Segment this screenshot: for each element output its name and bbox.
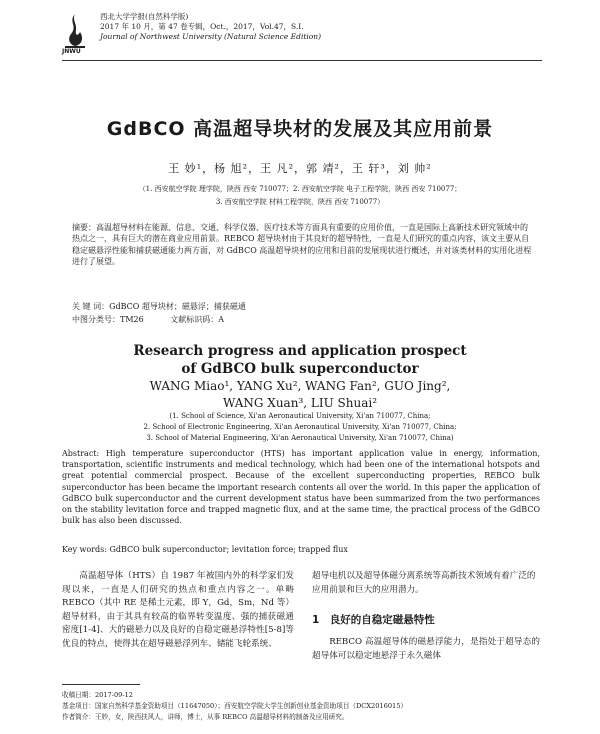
issue-line: 2017 年 10 月，第 47 卷专辑，Oct.，2017，Vol.47，S.I.: [100, 22, 304, 31]
affiliation-cn-line: 3. 西安航空学院 材料工程学院，陕西 西安 710077）: [215, 198, 385, 206]
journal-info: [100, 12, 321, 42]
authors-en-line: WANG Miao¹, YANG Xu², WANG Fan², GUO Jing²,: [149, 379, 451, 393]
document-code: 文献标识码：A: [170, 315, 225, 324]
affiliation-en-line: 3. School of Material Engineering, Xi'an Aeronautical University, Xi'an 710077, China): [146, 434, 454, 442]
body-right-paragraph: 超导电机以及超导体磁分离系统等高新技术领域有着广泛的应用前景和巨大的应用潜力。: [312, 571, 536, 595]
abstract-cn: 摘要：高温超导材料在能源、信息、交通、科学仪器、医疗技术等方面具有重要的应用价值，一直是国际上高新技术研究领域中的热点之一，具有巨大的潜在商业应用前景。REBCO 超导块材由于其良好的超导特性，一直是人们研究的重点内容，该文主要从自稳定磁悬浮性能和捕获磁通能力两方面，对 GdBCO 高温超导块材的应用和目前的发展现状进行概述，并对该类材料的实用化进程进行了展望。: [72, 223, 532, 267]
abstract-en: Abstract: High temperature superconductor (HTS) has important application value in energy, information, transportation, scientific instruments and medical technology, which had been one of the international hotspots and great potential commercial prospect. Because of the excellent superconducting properties, REBCO bulk superconductor has been became the important research contents all over the world. In this paper the application of GdBCO bulk superconductor and the current development status have been summarized from the two performances on the stability levitation force and trapped magnetic flux, and at the same time, the practical process of the GdBCO bulk has also been discussed.: [62, 449, 540, 526]
body-right-paragraph: REBCO 高温超导体的磁悬浮能力，是指处于超导态的超导体可以稳定地悬浮于永久磁体: [312, 637, 540, 661]
footnote-received: 收稿日期：2017-09-12: [62, 691, 133, 699]
affiliation-en-line: 2. School of Electronic Engineering, Xi'an Aeronautical University, Xi'an 710077, China;: [143, 423, 457, 431]
paper-title-cn: GdBCO 高温超导块材的发展及其应用前景: [106, 118, 494, 140]
paper-title-en: [0, 342, 600, 378]
affiliation-cn-line: （1. 西安航空学院 理学院，陕西 西安 710077；2. 西安航空学院 电子工程学院，陕西 西安 710077；: [138, 185, 462, 193]
journal-title-en: Journal of Northwest University (Natural Science Edition): [100, 32, 322, 41]
clc-number: 中图分类号：TM26: [72, 315, 144, 324]
classification-line: [72, 314, 532, 325]
journal-title-cn: 西北大学学报(自然科学版): [100, 12, 189, 21]
authors-en-line: WANG Xuan³, LIU Shuai²: [222, 396, 377, 410]
keywords-en: Key words: GdBCO bulk superconductor; levitation force; trapped flux: [62, 545, 348, 554]
header-divider: [62, 60, 542, 61]
title-en-line: Research progress and application prospect: [133, 343, 467, 359]
footnote-funding: 基金项目：国家自然科学基金资助项目（11647050）；西安航空学院大学生创新创业基金资助项目（DCX2016015）: [62, 702, 407, 710]
title-en-line: of GdBCO bulk superconductor: [181, 361, 419, 377]
footnote-divider: [62, 684, 140, 685]
body-left-column: 高温超导体（HTS）自 1987 年被国内外的科学家们发现以来，一直是人们研究的热点和重点内容之一。单畴 REBCO（其中 RE 是稀土元素，即 Y，Gd，Sm，Nd 等）超导材料，由于其具有较高的临界转变温度、强的捕获磁通密度[1-4]、大的磁悬力以及良好的自稳定磁悬浮特性[5-8]等优良的特点，使得其在超导磁悬浮列车、储能飞轮系统、: [62, 571, 294, 649]
keywords-cn: 关 键 词：GdBCO 超导块材；磁悬浮；捕获磁通: [72, 302, 246, 311]
section-heading: 1 良好的自稳定磁悬特性: [312, 614, 435, 626]
footnote-author: 作者简介：王妙，女，陕西扶风人，讲师，博士，从事 REBCO 高温超导材料的制备及应用研究。: [62, 713, 349, 721]
journal-logo: [62, 12, 88, 56]
authors-en: [0, 378, 600, 412]
logo-text: JNWU: [62, 48, 81, 55]
affiliation-en-line: (1. School of Science, Xi'an Aeronautical University, Xi'an 710077, China;: [169, 412, 431, 420]
authors-cn: 王 妙¹，杨 旭²，王 凡²，郭 靖²，王 轩³，刘 帅²: [168, 162, 432, 175]
